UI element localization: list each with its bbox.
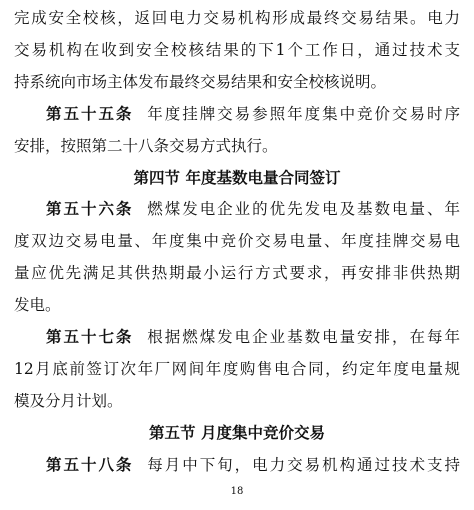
section-5-heading: 第五节 月度集中竞价交易 <box>149 424 325 442</box>
article-58-line-1 <box>46 455 460 475</box>
article-56-label: 第五十六条 <box>46 200 134 218</box>
text-line: 持系统向市场主体发布最终交易结果和安全校核说明。 <box>14 73 387 91</box>
article-57-line-1 <box>46 327 460 347</box>
text-line: 模及分月计划。 <box>14 392 123 410</box>
article-56-line-1 <box>46 199 460 219</box>
text-line: 发电。 <box>14 296 61 314</box>
page-number: 18 <box>230 486 244 497</box>
article-56-text: 燃煤发电企业的优先发电及基数电量、年 <box>147 200 460 218</box>
article-58-text: 每月中下旬，电力交易机构通过技术支持 <box>147 456 460 474</box>
text-line: 量应优先满足其供热期最小运行方式要求，再安排非供热期 <box>14 264 460 282</box>
article-55-label: 第五十五条 <box>46 105 134 123</box>
article-57-label: 第五十七条 <box>46 328 134 346</box>
text-line: 安排，按照第二十八条交易方式执行。 <box>14 137 278 155</box>
article-55-line-1 <box>46 104 460 124</box>
text-line: 12月底前签订次年厂网间年度购售电合同，约定年度电量规 <box>14 360 460 378</box>
section-4-heading: 第四节 年度基数电量合同签订 <box>133 169 341 187</box>
article-55-text: 年度挂牌交易参照年度集中竞价交易时序 <box>147 105 460 123</box>
text-line: 交易机构在收到安全校核结果的下1个工作日，通过技术支 <box>14 41 460 59</box>
text-line: 完成安全校核，返回电力交易机构形成最终交易结果。电力 <box>14 9 460 27</box>
text-line: 度双边交易电量、年度集中竞价交易电量、年度挂牌交易电 <box>14 232 460 250</box>
article-58-label: 第五十八条 <box>46 456 134 474</box>
article-57-text: 根据燃煤发电企业基数电量安排，在每年 <box>147 328 460 346</box>
